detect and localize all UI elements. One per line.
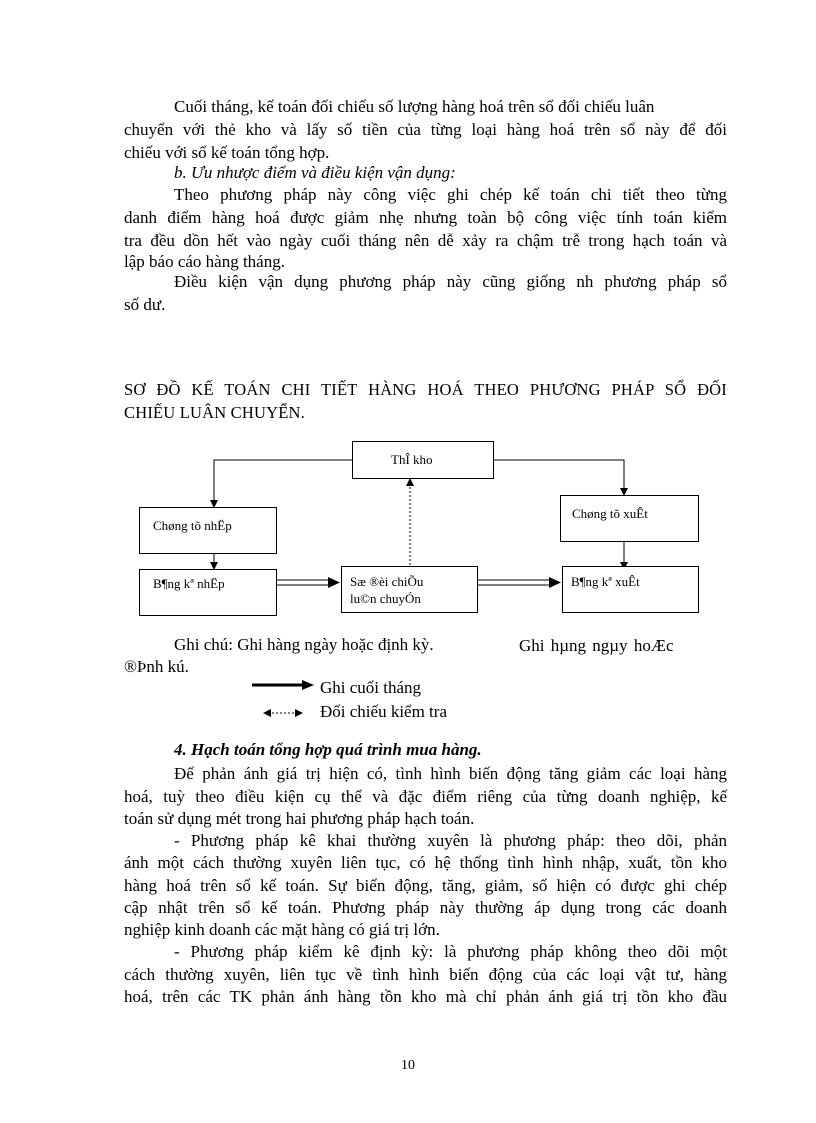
para3-line-2: số dư. [124,295,166,314]
para3-line-1: Điều kiện vận dụng phương pháp này cũng giống nh phương pháp sổ [174,272,727,291]
para1-line-3: chiếu với sổ kế toán tổng hợp. [124,143,330,162]
para2-line-4: lập báo cáo hàng tháng. [124,252,285,271]
section4-para2-line-2: ánh một cách thường xuyên liên tục, có hệ thống tình hình nhập, xuất, tồn kho [124,853,727,872]
para1-line-2: chuyển với thẻ kho và lấy số tiền của từng loại hàng hoá trên sổ này để đối [124,120,727,139]
section4-heading: 4. Hạch toán tổng hợp quá trình mua hàng. [174,740,482,759]
line-thekho-to-chungtuxuat [493,460,624,495]
box-the-kho-label: ThÎ kho [391,452,433,467]
box-so-doi-chieu [341,566,478,613]
section4-para3-line-3: hoá, trên các TK phản ánh hàng tồn kho mà chỉ phản ánh giá trị tồn kho đầu [124,987,727,1006]
legend-dotted-label: Đối chiếu kiểm tra [320,702,447,721]
box-chung-tu-xuat-label: Chøng tõ xuÊt [572,506,648,521]
legend-thick-arrow-head [302,680,314,690]
box-chung-tu-nhap [139,507,277,554]
diagram-title-line-2: CHIẾU LUÂN CHUYỂN. [124,403,305,422]
section4-para3-line-2: cách thường xuyên, liên tục về tình hình biến động của các loại vật tư, hàng [124,965,727,984]
line-thekho-to-chungtunhap [214,460,352,507]
double-arrow-head-2 [549,577,561,588]
para2-line-3: tra đều dồn hết vào ngày cuối tháng nên dễ xảy ra chậm trễ trong hạch toán và [124,231,727,250]
box-so-doi-chieu-line1: Sæ ®èi chiÕu [350,574,424,589]
diagram-title-line-1: SƠ ĐỒ KẾ TOÁN CHI TIẾT HÀNG HOÁ THEO PHƯƠNG PHÁP SỔ ĐỐI [124,380,727,399]
double-arrow-head-1 [328,577,340,588]
section4-para1-line-2: hoá, tuỳ theo điều kiện cụ thể và đặc điểm riêng của từng doanh nghiệp, kế [124,787,727,806]
box-chung-tu-nhap-label: Chøng tõ nhËp [153,518,232,533]
section4-para2-line-1: - Phương pháp kê khai thường xuyên là phương pháp: theo dõi, phản [174,831,727,850]
legend-thick-label: Ghi cuối tháng [320,678,422,697]
box-so-doi-chieu-line2: lu©n chuyÓn [350,591,421,606]
section4-para2-line-4: cập nhật trên sổ kế toán. Phương pháp này thường áp dụng trong các doanh [124,898,727,917]
legend-note-garbled: Ghi hµng ngµy hoÆc [519,636,674,655]
page-number: 10 [401,1058,415,1073]
section4-para1-line-3: toán sử dụng mét trong hai phương pháp hạch toán. [124,809,475,828]
para2-line-2: danh điểm hàng hoá được giảm nhẹ nhưng toàn bộ công việc tính toán kiểm [124,208,727,227]
legend-note: Ghi chú: Ghi hàng ngày hoặc định kỳ. [174,635,434,654]
box-bang-ke-xuat [562,566,699,613]
box-bang-ke-nhap [139,569,277,616]
box-the-kho [352,441,494,479]
box-bang-ke-nhap-label: B¶ng kª nhËp [153,576,225,591]
para2-line-1: Theo phương pháp này công việc ghi chép kế toán chi tiết theo từng [174,185,727,204]
section4-para1-line-1: Để phản ánh giá trị hiện có, tình hình biến động tăng giảm các loại hàng [174,764,727,783]
section4-para3-line-1: - Phương pháp kiểm kê định kỳ: là phương pháp không theo dõi một [174,942,727,961]
section4-para2-line-5: nghiệp kinh doanh các mặt hàng có giá trị lớn. [124,920,440,939]
subheading-b: b. Ưu nhược điểm và điều kiện vận dụng: [174,163,456,182]
legend-note-garbled-2: ®Þnh kú. [124,657,189,676]
box-bang-ke-xuat-label: B¶ng kª xuÊt [571,574,640,589]
section4-para2-line-3: hàng hoá trên sổ kế toán. Sự biến động, tăng, giảm, số hiện có được ghi chép [124,876,727,895]
para1-line-1: Cuối tháng, kế toán đối chiếu số lượng hàng hoá trên sổ đối chiếu luân [174,97,655,116]
box-chung-tu-xuat [560,495,699,542]
